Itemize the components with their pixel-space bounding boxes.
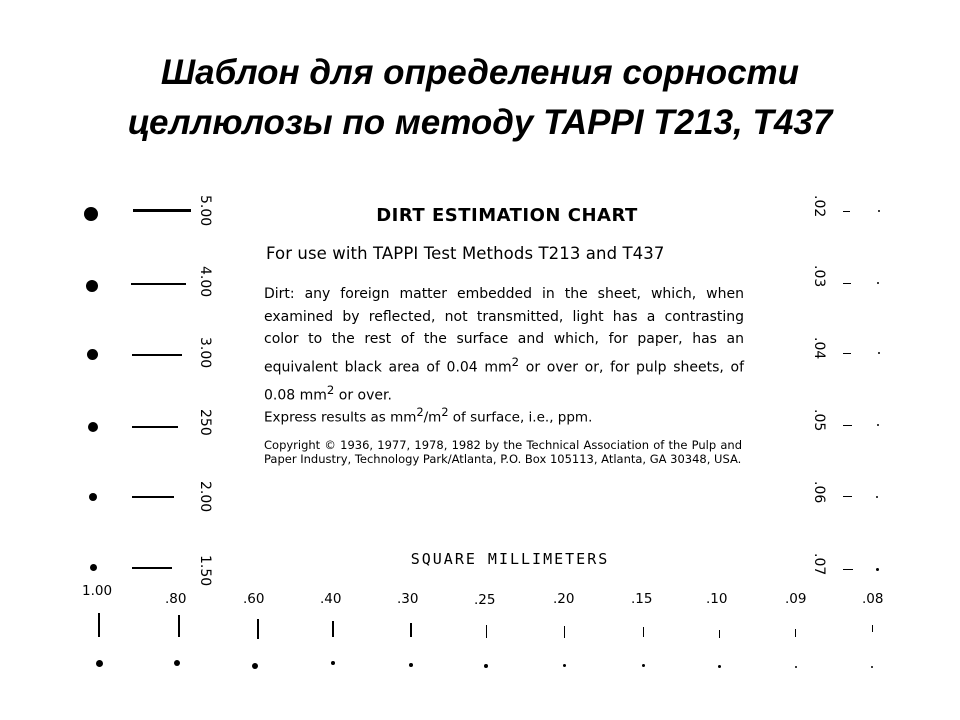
superscript-2: 2 [511, 354, 520, 369]
dirt-line [843, 283, 851, 284]
definition-text-3: or over. [334, 387, 392, 404]
scale-label-right: .03 [811, 265, 827, 288]
dirt-line [643, 627, 644, 637]
dirt-line [132, 426, 178, 428]
dirt-spot [876, 496, 878, 498]
dirt-spot [84, 207, 98, 221]
slide-title-line-2: целлюлозы по методу TAPPI T213, T437 [127, 103, 833, 142]
dirt-spot [642, 664, 645, 667]
dirt-line [332, 621, 334, 637]
scale-label-bottom: .40 [320, 591, 342, 607]
dirt-line [257, 619, 259, 639]
scale-label-bottom: .15 [631, 591, 653, 607]
dirt-line [795, 629, 796, 637]
dirt-spot [563, 664, 566, 667]
dirt-spot [96, 660, 103, 667]
dirt-spot [484, 664, 488, 668]
slide-title [0, 48, 960, 148]
dirt-spot [877, 282, 879, 284]
dirt-line [132, 354, 182, 356]
dirt-spot [174, 660, 180, 666]
scale-label-left: 250 [197, 409, 213, 436]
dirt-spot [878, 352, 880, 354]
dirt-line [133, 209, 191, 212]
scale-label-left: 2.00 [197, 481, 213, 513]
dirt-spot [876, 568, 879, 571]
dirt-spot [409, 663, 413, 667]
dirt-line [564, 626, 565, 638]
superscript-2: 2 [441, 406, 449, 419]
scale-label-bottom: .08 [862, 591, 884, 607]
dirt-line [843, 496, 852, 497]
dirt-spot [252, 663, 258, 669]
dirt-line [98, 613, 100, 637]
dirt-spot [795, 666, 797, 668]
slide-title-line-1: Шаблон для определения сорности [160, 53, 800, 92]
scale-label-bottom: .10 [706, 591, 728, 607]
copyright-notice: Copyright © 1936, 1977, 1978, 1982 by the Technical Association of the Pulp and Paper Industry, Technology Park/Atlanta, P.O. Box 105113, Atlanta, GA 30348, USA. [264, 438, 742, 466]
scale-label-bottom: .30 [397, 591, 419, 607]
dirt-spot [87, 349, 98, 360]
express-text-2: /m [423, 409, 442, 426]
dirt-spot [86, 280, 98, 292]
dirt-line [843, 425, 852, 426]
scale-label-right: .06 [811, 481, 827, 504]
scale-label-left: 3.00 [197, 337, 213, 369]
scale-label-bottom: .20 [553, 591, 575, 607]
definition-text-2: or over or, for pulp sheets, of 0.08 mm [264, 359, 744, 404]
dirt-line [132, 567, 172, 569]
dirt-line [843, 353, 851, 354]
scale-label-bottom: .25 [474, 592, 496, 608]
dirt-line [843, 211, 850, 212]
dirt-line [719, 630, 720, 638]
superscript-2: 2 [326, 383, 335, 398]
dirt-spot [88, 422, 98, 432]
dirt-spot [90, 564, 97, 571]
units-label: SQUARE MILLIMETERS [410, 550, 610, 568]
express-text-3: of surface, i.e., ppm. [448, 409, 593, 426]
dirt-line [843, 569, 853, 570]
scale-label-right: .05 [811, 409, 827, 432]
scale-label-bottom: .80 [165, 591, 187, 607]
dirt-spot [89, 493, 97, 501]
dirt-spot [331, 661, 335, 665]
scale-label-right: .07 [811, 553, 827, 576]
dirt-line [486, 625, 487, 638]
dirt-line [178, 615, 180, 637]
express-text-1: Express results as mm [264, 409, 417, 426]
dirt-line [131, 283, 186, 285]
scale-label-left: 4.00 [197, 266, 213, 298]
express-results [264, 406, 744, 426]
scale-label-right: .02 [811, 195, 827, 218]
scale-label-left: 5.00 [197, 195, 213, 227]
scale-label-bottom: .60 [243, 591, 265, 607]
scale-label-bottom: .09 [785, 591, 807, 607]
chart-subtitle: For use with TAPPI Test Methods T213 and T437 [266, 244, 665, 263]
dirt-line [872, 625, 873, 632]
scale-label-right: .04 [811, 337, 827, 360]
dirt-line [132, 496, 174, 498]
dirt-line [410, 623, 412, 637]
scale-label-left: 1.50 [197, 555, 213, 587]
superscript-2: 2 [416, 406, 424, 419]
dirt-spot [871, 666, 873, 668]
dirt-spot [878, 210, 880, 212]
scale-label-bottom: 1.00 [82, 583, 113, 599]
dirt-spot [718, 665, 721, 668]
dirt-spot [877, 424, 879, 426]
chart-title: DIRT ESTIMATION CHART [376, 205, 638, 226]
definition-text-1: Dirt: any foreign matter embedded in the sheet, which, when examined by reflected, not transmitted, light has a contrasting color to the rest of the surface and which, for paper, has an equivalent black area of 0.04 mm [264, 286, 744, 376]
dirt-definition [264, 283, 744, 407]
